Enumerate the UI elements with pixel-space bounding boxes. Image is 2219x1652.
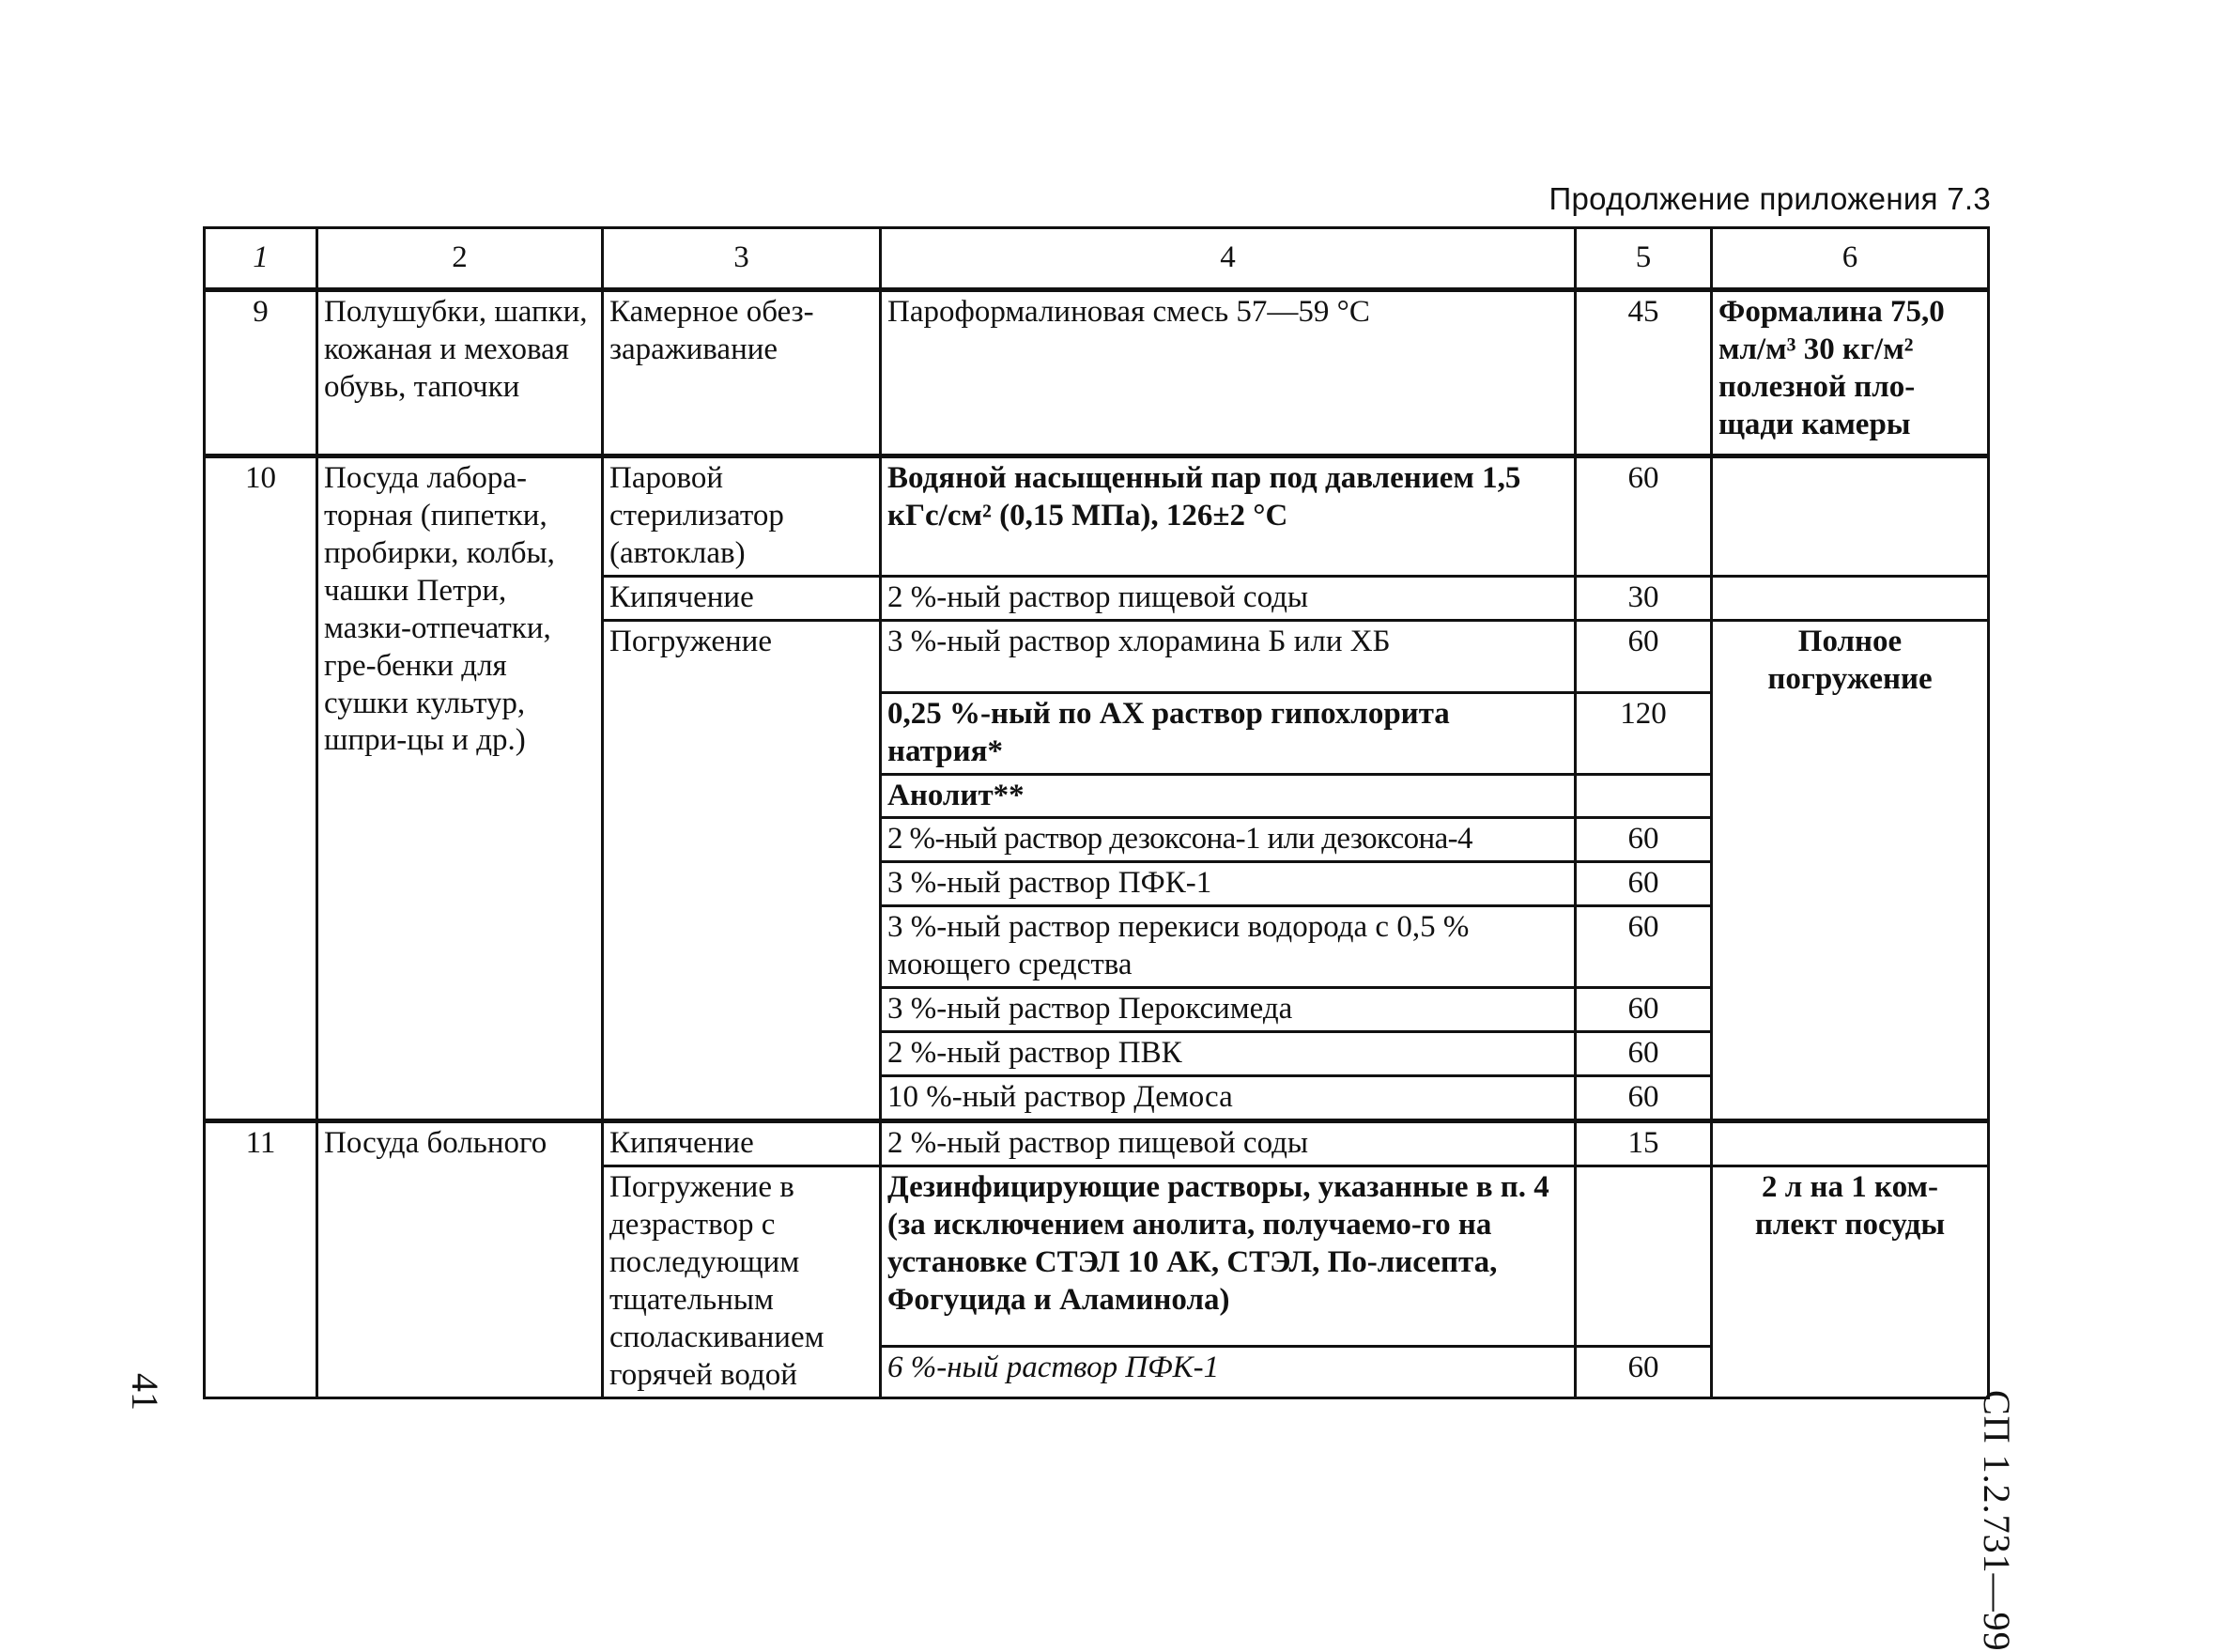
agent-cell: Анолит** [881, 774, 1576, 818]
item-cell: Полушубки, шапки, кожаная и меховая обувь, тапочки [317, 290, 603, 456]
method-cell: Кипячение [603, 1121, 881, 1166]
header-col-6: 6 [1712, 228, 1989, 290]
agent-cell: 2 %-ный раствор пищевой соды [881, 1121, 1576, 1166]
time-cell: 30 [1576, 576, 1712, 620]
time-cell: 60 [1576, 620, 1712, 692]
item-cell: Посуда больного [317, 1121, 603, 1397]
agent-cell: 2 %-ный раствор пищевой соды [881, 576, 1576, 620]
time-cell [1576, 774, 1712, 818]
note-cell: Формалина 75,0 мл/м³ 30 кг/м² полезной пло-щади камеры [1712, 290, 1989, 456]
time-cell: 60 [1576, 1032, 1712, 1076]
agent-cell: 3 %-ный раствор ПФК-1 [881, 862, 1576, 906]
table-row-9 [205, 290, 1989, 456]
header-col-4: 4 [881, 228, 1576, 290]
row-number: 10 [205, 456, 317, 1121]
time-cell: 60 [1576, 988, 1712, 1032]
agent-cell: 6 %-ный раствор ПФК-1 [881, 1347, 1576, 1397]
method-cell: Паровой стерилизатор (автоклав) [603, 456, 881, 577]
time-cell [1576, 1166, 1712, 1346]
item-cell: Посуда лабора-торная (пипетки, пробирки, колбы, чашки Петри, мазки-отпечатки, гре-бенки для сушки культур, шпри-цы и др.) [317, 456, 603, 1121]
table-row-11 [205, 1121, 1989, 1166]
table-header-row [205, 228, 1989, 290]
agent-cell: Пароформалиновая смесь 57—59 °С [881, 290, 1576, 456]
page-number: 41 [124, 1373, 166, 1411]
disinfection-table [203, 226, 1990, 1399]
time-cell: 60 [1576, 818, 1712, 862]
note-cell [1712, 456, 1989, 577]
time-cell: 60 [1576, 1076, 1712, 1121]
agent-cell: 3 %-ный раствор перекиси водорода с 0,5 % моющего средства [881, 906, 1576, 988]
agent-cell: Дезинфицирующие растворы, указанные в п. 4 (за исключением анолита, получаемо-го на установке СТЭЛ 10 АК, СТЭЛ, По-лисепта, Фогуцида и Аламинола) [881, 1166, 1576, 1346]
note-cell: 2 л на 1 ком-плект посуды [1712, 1166, 1989, 1397]
time-cell: 60 [1576, 456, 1712, 577]
agent-cell: 0,25 %-ный по АХ раствор гипохлорита натрия* [881, 692, 1576, 774]
row-number: 9 [205, 290, 317, 456]
method-cell: Камерное обез-зараживание [603, 290, 881, 456]
agent-cell: Водяной насыщенный пар под давлением 1,5 кГс/см² (0,15 МПа), 126±2 °С [881, 456, 1576, 577]
agent-cell: 2 %-ный раствор ПВК [881, 1032, 1576, 1076]
note-cell: Полное погружение [1712, 620, 1989, 1120]
agent-cell: 3 %-ный раствор Пероксимеда [881, 988, 1576, 1032]
note-cell [1712, 576, 1989, 620]
time-cell: 60 [1576, 906, 1712, 988]
time-cell: 120 [1576, 692, 1712, 774]
note-cell [1712, 1121, 1989, 1166]
table-caption: Продолжение приложения 7.3 [1549, 181, 1991, 216]
method-cell: Погружение в дезраствор с последующим тщательным споласкиванием горячей водой [603, 1166, 881, 1397]
time-cell: 60 [1576, 862, 1712, 906]
row-number: 11 [205, 1121, 317, 1397]
table-row-10 [205, 456, 1989, 577]
time-cell: 60 [1576, 1347, 1712, 1397]
agent-cell: 3 %-ный раствор хлорамина Б или ХБ [881, 620, 1576, 692]
agent-cell: 10 %-ный раствор Демоса [881, 1076, 1576, 1121]
agent-cell: 2 %-ный раствор дезоксона-1 или дезоксона-4 [881, 818, 1576, 862]
method-cell: Погружение [603, 620, 881, 1120]
header-col-2: 2 [317, 228, 603, 290]
header-col-5: 5 [1576, 228, 1712, 290]
header-col-3: 3 [603, 228, 881, 290]
header-col-1: 1 [205, 228, 317, 290]
time-cell: 45 [1576, 290, 1712, 456]
time-cell: 15 [1576, 1121, 1712, 1166]
document-code: СП 1.2.731—99 [1976, 1390, 2018, 1652]
method-cell: Кипячение [603, 576, 881, 620]
